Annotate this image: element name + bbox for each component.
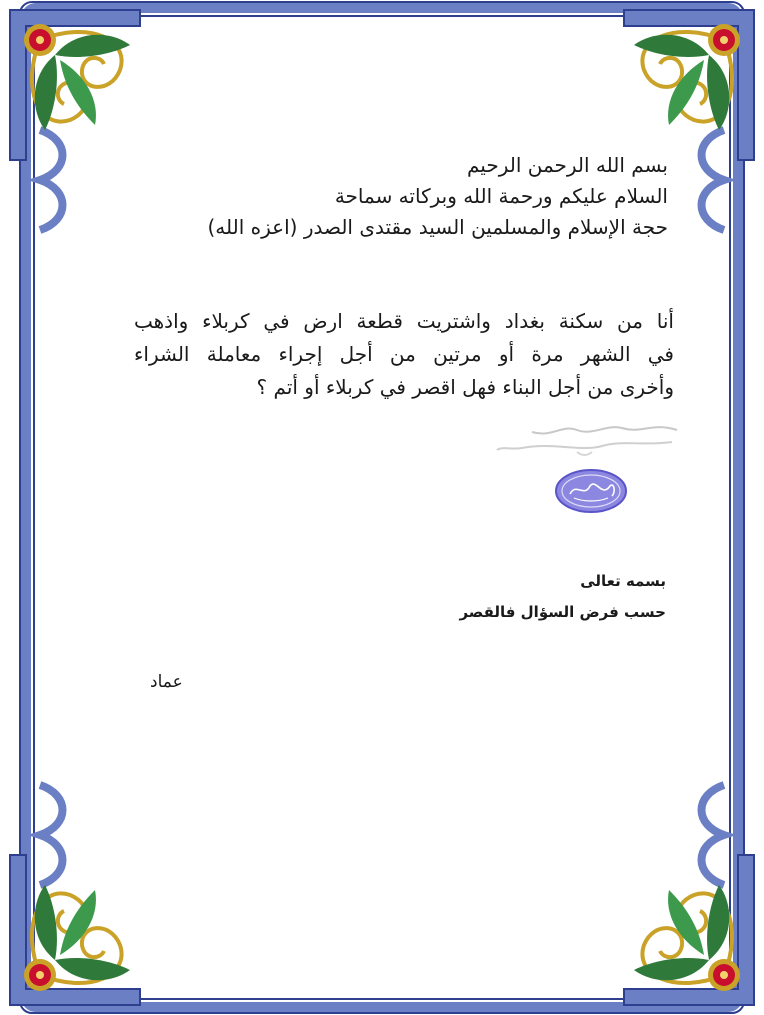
- faint-signature-scribble: [492, 412, 682, 462]
- salutation: [148, 150, 668, 243]
- salutation-line: حجة الإسلام والمسلمين السيد مقتدى الصدر (اعزه الله): [207, 215, 668, 239]
- salutation-line: بسم الله الرحمن الرحيم: [466, 153, 668, 177]
- question-line: في الشهر مرة أو مرتين من أجل إجراء معاملة الشراء: [134, 342, 674, 366]
- answer-body: حسب فرض السؤال فالقصر: [459, 603, 666, 621]
- answer-header: بسمه تعالى: [580, 572, 666, 590]
- round-stamp-seal-icon: [554, 468, 628, 514]
- question-body: [134, 305, 674, 404]
- question-line: أنا من سكنة بغداد واشتريت قطعة ارض في كربلاء واذهب: [134, 309, 674, 333]
- signer-name: عماد: [150, 672, 183, 692]
- answer: [366, 566, 666, 628]
- question-line: وأخرى من أجل البناء فهل اقصر في كربلاء أو أتم ؟: [256, 375, 674, 399]
- salutation-line: السلام عليكم ورحمة الله وبركاته سماحة: [334, 184, 668, 208]
